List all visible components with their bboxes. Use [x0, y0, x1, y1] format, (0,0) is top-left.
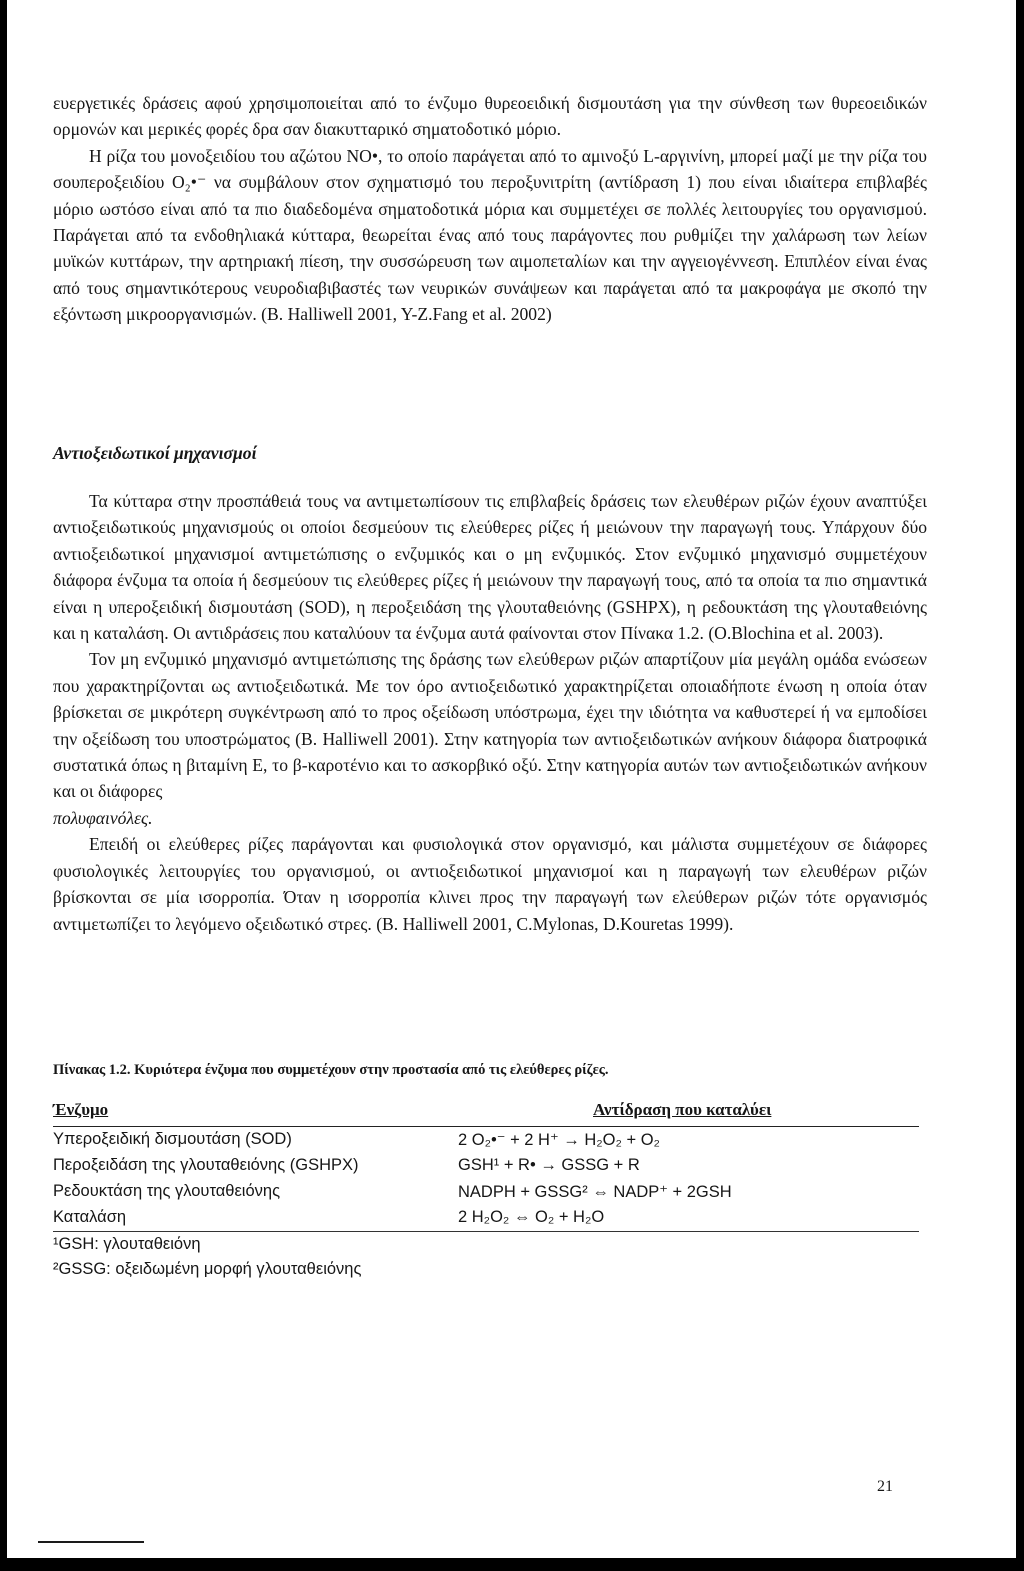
section-heading: Αντιοξειδωτικοί μηχανισμοί [53, 443, 257, 463]
paragraph: Η ρίζα του μονοξειδίου του αζώτου NO•, το οποίο παράγεται από το αμινοξύ L-αργινίνη, μπορεί μαζί με την ρίζα του σουπεροξειδίου O₂•⁻ να συμβάλουν στον σχηματισμό του περοξυνιτρίτη (αντίδραση 1) που είναι ιδιαίτερα επιβλαβές μόριο ωστόσο είναι από τα πιο διαδεδομένα σηματοδοτικά μόρια και συμμετέχει σε πολλές λειτουργίες του οργανισμού. Παράγεται από τα ενδοθηλιακά κύτταρα, θεωρείται ένας από τους παράγοντες που ρυθμίζει την χαλάρωση των λείων μυϊκών κυττάρων, την αρτηριακή πίεση, την συσσώρευση των αιμοπεταλίων και την αγγειογένvεση. Επιπλέον είναι ένας από τους σημαντικότερους νευροδιαβιβαστές των νευρικών συνάψεων και παράγεται από τα μακροφάγα με σκοπό την εξόντωση μικροοργανισμών. (B. Halliwell 2001, Y-Z.Fang et al. 2002) [53, 145, 927, 325]
enzyme-cell: Καταλάση [53, 1208, 127, 1226]
reaction-cell: 2 H₂O₂ ⇔ O₂ + H₂O [458, 1208, 605, 1226]
reaction-cell: GSH¹ + R• → GSSG + R [458, 1156, 640, 1174]
document-page [7, 0, 1016, 1558]
scan-edge-line [38, 1541, 144, 1543]
table-footnote [53, 1257, 919, 1282]
enzyme-cell: Υπεροξειδική δισμουτάση (SOD) [53, 1130, 292, 1148]
body-text-top [53, 90, 927, 328]
table-row [53, 1153, 919, 1179]
paragraph: Τον μη ενζυμικό μηχανισμό αντιμετώπισης της δράσης των ελεύθερων ριζών απαρτίζουν μία μεγάλη ομάδα ενώσεων που χαρακτηρίζονται ως αντιοξειδωτικά. Με τον όρο αντιοξειδωτικό χαρακτηρίζεται οποιαδήποτε ένωση η οποία όταν βρίσκεται σε μικρότερη συγκέντρωση από το προς οξείδωση υπόστρωμα, έχει την ιδιότητα να καθυστερεί ή να εμποδίσει την οξείδωση του υποστρώματος (B. Halliwell 2001). Στην κατηγορία των αντιοξειδωτικών ανήκουν διάφορα διατροφικά συστατικά όπως η βιταμίνη Ε, το β-καροτένιο και το ασκορβικό οξύ. Στην κατηγορία αυτών των αντιοξειδωτικών ανήκουν και οι διάφορες [53, 649, 927, 802]
header-enzyme: Ένζυμο [53, 1100, 109, 1119]
reaction-cell: 2 O₂•⁻ + 2 H⁺ → H₂O₂ + O₂ [458, 1131, 660, 1149]
reaction-cell: NADPH + GSSG² ⇔ NADP⁺ + 2GSH [458, 1183, 732, 1201]
paragraph: Επειδή οι ελεύθερες ρίζες παράγονται και φυσιολογικά στον οργανισμό, και μάλιστα συμμετέχουν σε διάφορες φυσιολογικές λειτουργίες του οργανισμού, οι αντιοξειδωτικοί μηχανισμοί και η παραγωγή των ελευθέρων ριζών βρίσκονται σε μία ισορροπία. Όταν η ισορροπία κλινει προς την παραγωγή των ελεύθερων ριζών τότε οργανισμός αντιμετωπίζει το λεγόμενο οξειδωτικό στρες. (B. Halliwell 2001, C.Mylonas, D.Kouretas 1999). [53, 834, 927, 934]
paragraph: Τα κύτταρα στην προσπάθειά τους να αντιμετωπίσουν τις επιβλαβείς δράσεις των ελευθέρων ριζών έχουν αναπτύξει αντιοξειδωτικούς μηχανισμούς οι οποίοι δεσμεύουν τις ελεύθερες ρίζες ή μειώνουν την παραγωγή τους. Υπάρχουν δύο αντιοξειδωτικοί μηχανισμοί αντιμετώπισης ο ενζυμικός και ο μη ενζυμικός. Στον ενζυμικό μηχανισμό συμμετέχουν διάφορα ένζυμα τα οποία ή δεσμεύουν τις ελεύθερες ρίζες ή μειώνουν την παραγωγή τους, από τα οποία τα πιο σημαντικά είναι η υπεροξειδική δισμουτάση (SOD), η περοξειδάση της γλουταθειόνης (GSHPX), η ρεδουκτάση της γλουταθειόνης και η καταλάση. Οι αντιδράσεις που καταλύουν τα ένζυμα αυτά φαίνονται στον Πίνακα 1.2. (O.Blochina et al. 2003). [53, 491, 927, 644]
table-header [53, 1100, 919, 1127]
table-row [53, 1127, 919, 1153]
table-row [53, 1179, 919, 1205]
footnote-text: ¹GSH: γλουταθειόνη [53, 1235, 201, 1253]
enzyme-table [53, 1100, 919, 1282]
header-reaction: Αντίδραση που καταλύει [593, 1100, 772, 1119]
table-footnote [53, 1232, 919, 1257]
paragraph: ευεργετικές δράσεις αφού χρησιμοποιείται από το ένζυμο θυρεοειδική δισμουτάση για την σύνθεση των θυρεοειδικών ορμονών και μερικές φορές δρα σαν διακυτταρικό σηματοδοτικό μόριο. [53, 93, 927, 140]
paragraph: πολυφαινόλες. [53, 807, 153, 828]
enzyme-cell: Ρεδουκτάση της γλουταθειόνης [53, 1182, 281, 1200]
table-caption: Πίνακας 1.2. Κυριότερα ένζυμα που συμμετέχουν στην προστασία από τις ελεύθερες ρίζες. [53, 1062, 609, 1078]
body-text-bottom [53, 488, 927, 937]
page-number: 21 [877, 1478, 893, 1495]
footnote-text: ²GSSG: οξειδωμένη μορφή γλουταθειόνης [53, 1260, 362, 1278]
table-row [53, 1205, 919, 1232]
enzyme-cell: Περοξειδάση της γλουταθειόνης (GSHPX) [53, 1156, 359, 1174]
